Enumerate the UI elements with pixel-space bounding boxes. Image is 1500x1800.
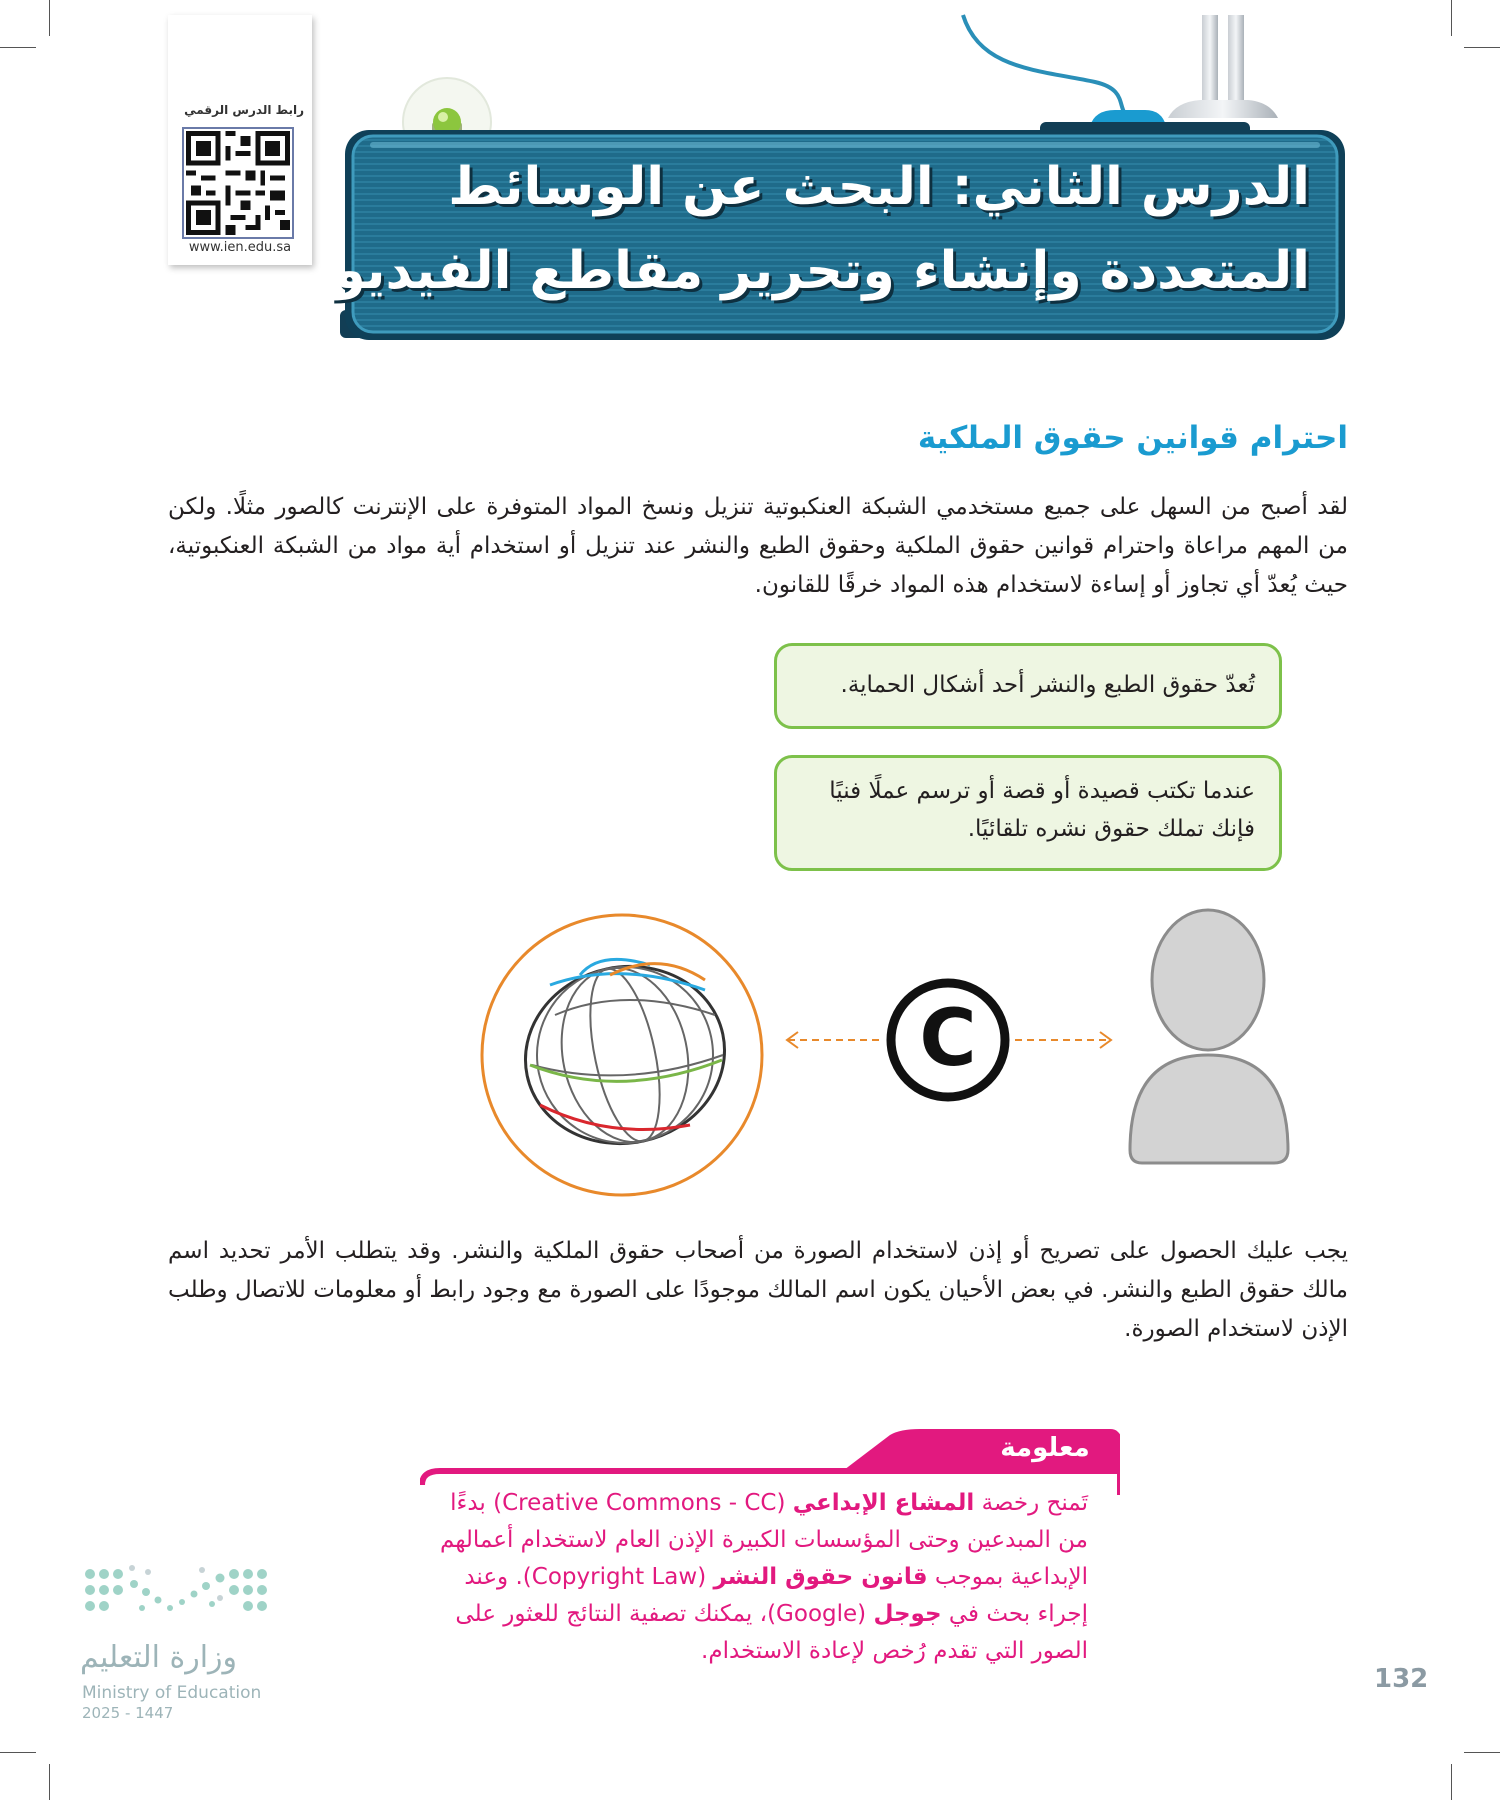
crop-mark [49,0,50,36]
info-text-part: (Google)، يمكنك تصفية النتائج للعثور على الصور التي تقدم رُخص لإعادة الاستخدام. [455,1601,1088,1664]
info-text-part: تَمنح رخصة [974,1490,1088,1516]
note-box [774,643,1282,729]
lesson-title-line-2: المتعددة وإنشاء وتحرير مقاطع الفيديو [333,241,1310,301]
info-text-part: (Creative Commons - CC) بدءًا من المبدعين وحتى المؤسسات الكبيرة الإذن العام لاستخدام أعمالهم الإبداعية بموجب [440,1490,1088,1590]
crop-mark [0,47,36,48]
person-icon [1130,910,1288,1163]
ministry-year: 2025 - 1447 [82,1704,174,1722]
qr-label: رابط الدرس الرقمي [184,103,304,117]
lesson-title [333,145,1310,325]
note-text: عندما تكتب قصيدة أو قصة أو ترسم عملًا فنيًا فإنك تملك حقوق نشره تلقائيًا. [829,778,1255,842]
ministry-name-ar: وزارة التعليم [80,1640,238,1675]
qr-code-icon[interactable] [182,127,294,239]
permission-paragraph: يجب عليك الحصول على تصريح أو إذن لاستخدام الصورة من أصحاب حقوق الملكية والنشر. وقد يتطلب الأمر تحديد اسم مالك حقوق الطبع والنشر. في بعض الأحيان يكون اسم المالك موجودًا على الصورة مع وجود رابط أو معلومات للاتصال وطلب الإذن لاستخدام الصورة. [168,1238,1348,1342]
copyright-symbol: C [919,994,977,1084]
note-box [774,755,1282,871]
lesson-title-line-1: الدرس الثاني: البحث عن الوسائط [448,157,1310,217]
info-label: معلومة [1000,1433,1090,1463]
qr-url[interactable]: www.ien.edu.sa [188,240,292,255]
crop-mark [1451,1764,1452,1800]
copyright-icon [891,983,1005,1097]
info-bold-google: جوجل [873,1601,942,1627]
intro-paragraph: لقد أصبح من السهل على جميع مستخدمي الشبكة العنكبوتية تنزيل ونسخ المواد المتوفرة على الإنترنت كالصور مثلًا. ولكن من المهم مراعاة واحترام قوانين حقوق الملكية وحقوق الطبع والنشر عند تنزيل أو استخدام أية مواد من الشبكة العنكبوتية، حيث يُعدّ أي تجاوز أو إساءة لاستخدام هذه المواد خرقًا للقانون. [168,494,1348,598]
crop-mark [49,1764,50,1800]
note-text: تُعدّ حقوق الطبع والنشر أحد أشكال الحماية. [840,672,1255,698]
ministry-name-en: Ministry of Education [82,1683,262,1703]
ministry-logo-icon [82,1562,272,1652]
crop-mark [1451,0,1452,36]
globe-icon [482,915,762,1195]
crop-mark [0,1752,36,1753]
section-heading: احترام قوانين حقوق الملكية [917,420,1348,456]
cable-icon [963,15,1130,118]
info-text [440,1485,1088,1670]
info-bold-copyright-law: قانون حقوق النشر [713,1564,928,1590]
copyright-diagram [470,905,1290,1205]
info-bold-creative-commons: المشاع الإبداعي [792,1490,975,1516]
page-number: 132 [1374,1664,1429,1694]
digital-lesson-qr-card[interactable] [168,15,312,265]
crop-mark [1464,1752,1500,1753]
info-text-part: (Copyright Law). وعند إجراء بحث في [464,1564,1088,1627]
crop-mark [1464,47,1500,48]
